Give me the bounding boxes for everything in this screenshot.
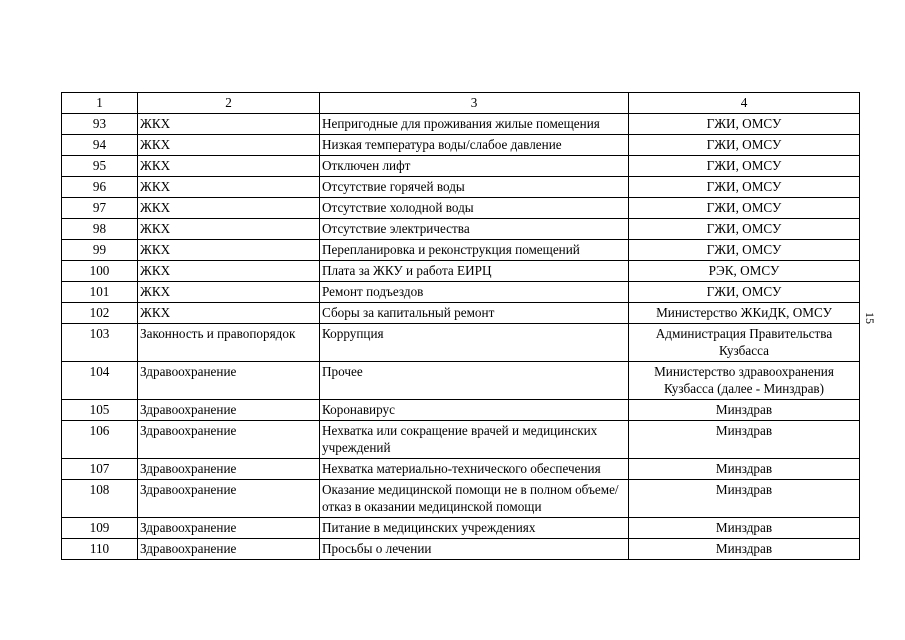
row-topic: Отсутствие горячей воды xyxy=(320,177,629,198)
table-row xyxy=(62,539,860,560)
row-authority: ГЖИ, ОМСУ xyxy=(629,219,860,240)
row-category: Законность и правопорядок xyxy=(138,324,320,362)
table-row xyxy=(62,156,860,177)
row-category: ЖКХ xyxy=(138,303,320,324)
row-topic: Ремонт подъездов xyxy=(320,282,629,303)
row-number: 106 xyxy=(62,421,138,459)
table-row xyxy=(62,400,860,421)
row-number: 108 xyxy=(62,480,138,518)
row-topic: Коронавирус xyxy=(320,400,629,421)
row-topic: Прочее xyxy=(320,362,629,400)
table-row xyxy=(62,480,860,518)
row-number: 102 xyxy=(62,303,138,324)
row-authority: Министерство здравоохранения Кузбасса (далее - Минздрав) xyxy=(629,362,860,400)
row-topic: Низкая температура воды/слабое давление xyxy=(320,135,629,156)
row-number: 101 xyxy=(62,282,138,303)
row-category: Здравоохранение xyxy=(138,539,320,560)
table-row xyxy=(62,459,860,480)
row-category: ЖКХ xyxy=(138,156,320,177)
header-col-1: 1 xyxy=(62,93,138,114)
table-row xyxy=(62,240,860,261)
row-topic: Непригодные для проживания жилые помещения xyxy=(320,114,629,135)
row-authority: ГЖИ, ОМСУ xyxy=(629,240,860,261)
row-authority: ГЖИ, ОМСУ xyxy=(629,177,860,198)
row-category: ЖКХ xyxy=(138,198,320,219)
row-category: Здравоохранение xyxy=(138,362,320,400)
row-topic: Питание в медицинских учреждениях xyxy=(320,518,629,539)
row-category: ЖКХ xyxy=(138,219,320,240)
row-number: 96 xyxy=(62,177,138,198)
row-category: ЖКХ xyxy=(138,282,320,303)
table-body xyxy=(62,114,860,560)
row-number: 93 xyxy=(62,114,138,135)
row-number: 105 xyxy=(62,400,138,421)
row-number: 97 xyxy=(62,198,138,219)
row-category: Здравоохранение xyxy=(138,400,320,421)
row-authority: ГЖИ, ОМСУ xyxy=(629,198,860,219)
row-authority: ГЖИ, ОМСУ xyxy=(629,114,860,135)
table-header-row xyxy=(62,93,860,114)
row-authority: Минздрав xyxy=(629,518,860,539)
table-row xyxy=(62,261,860,282)
row-authority: ГЖИ, ОМСУ xyxy=(629,135,860,156)
row-authority: Минздрав xyxy=(629,480,860,518)
header-col-2: 2 xyxy=(138,93,320,114)
row-topic: Коррупция xyxy=(320,324,629,362)
table-row xyxy=(62,177,860,198)
row-topic: Нехватка или сокращение врачей и медицинских учреждений xyxy=(320,421,629,459)
row-number: 104 xyxy=(62,362,138,400)
table-row xyxy=(62,518,860,539)
row-category: ЖКХ xyxy=(138,135,320,156)
row-number: 110 xyxy=(62,539,138,560)
row-number: 95 xyxy=(62,156,138,177)
row-topic: Просьбы о лечении xyxy=(320,539,629,560)
row-topic: Сборы за капитальный ремонт xyxy=(320,303,629,324)
row-topic: Отсутствие холодной воды xyxy=(320,198,629,219)
row-number: 100 xyxy=(62,261,138,282)
row-authority: Минздрав xyxy=(629,459,860,480)
row-number: 103 xyxy=(62,324,138,362)
row-number: 107 xyxy=(62,459,138,480)
table-row xyxy=(62,219,860,240)
row-authority: ГЖИ, ОМСУ xyxy=(629,156,860,177)
table-row xyxy=(62,135,860,156)
row-topic: Плата за ЖКУ и работа ЕИРЦ xyxy=(320,261,629,282)
row-topic: Отсутствие электричества xyxy=(320,219,629,240)
header-col-3: 3 xyxy=(320,93,629,114)
table-row xyxy=(62,362,860,400)
row-topic: Перепланировка и реконструкция помещений xyxy=(320,240,629,261)
header-col-4: 4 xyxy=(629,93,860,114)
table-row xyxy=(62,282,860,303)
row-category: Здравоохранение xyxy=(138,480,320,518)
row-topic: Оказание медицинской помощи не в полном объеме/отказ в оказании медицинской помощи xyxy=(320,480,629,518)
row-category: ЖКХ xyxy=(138,114,320,135)
row-authority: Минздрав xyxy=(629,539,860,560)
table-row xyxy=(62,324,860,362)
row-authority: Минздрав xyxy=(629,421,860,459)
table-row xyxy=(62,198,860,219)
row-category: ЖКХ xyxy=(138,240,320,261)
row-category: ЖКХ xyxy=(138,177,320,198)
classifier-table xyxy=(61,92,860,560)
row-number: 109 xyxy=(62,518,138,539)
row-category: ЖКХ xyxy=(138,261,320,282)
row-authority: Администрация Правительства Кузбасса xyxy=(629,324,860,362)
row-number: 94 xyxy=(62,135,138,156)
row-authority: Минздрав xyxy=(629,400,860,421)
row-number: 99 xyxy=(62,240,138,261)
row-category: Здравоохранение xyxy=(138,518,320,539)
table-row xyxy=(62,303,860,324)
row-authority: Министерство ЖКиДК, ОМСУ xyxy=(629,303,860,324)
row-authority: РЭК, ОМСУ xyxy=(629,261,860,282)
row-category: Здравоохранение xyxy=(138,421,320,459)
page-number: 15 xyxy=(863,312,877,324)
row-topic: Отключен лифт xyxy=(320,156,629,177)
row-authority: ГЖИ, ОМСУ xyxy=(629,282,860,303)
row-category: Здравоохранение xyxy=(138,459,320,480)
table-row xyxy=(62,114,860,135)
row-topic: Нехватка материально-технического обеспечения xyxy=(320,459,629,480)
table-row xyxy=(62,421,860,459)
row-number: 98 xyxy=(62,219,138,240)
